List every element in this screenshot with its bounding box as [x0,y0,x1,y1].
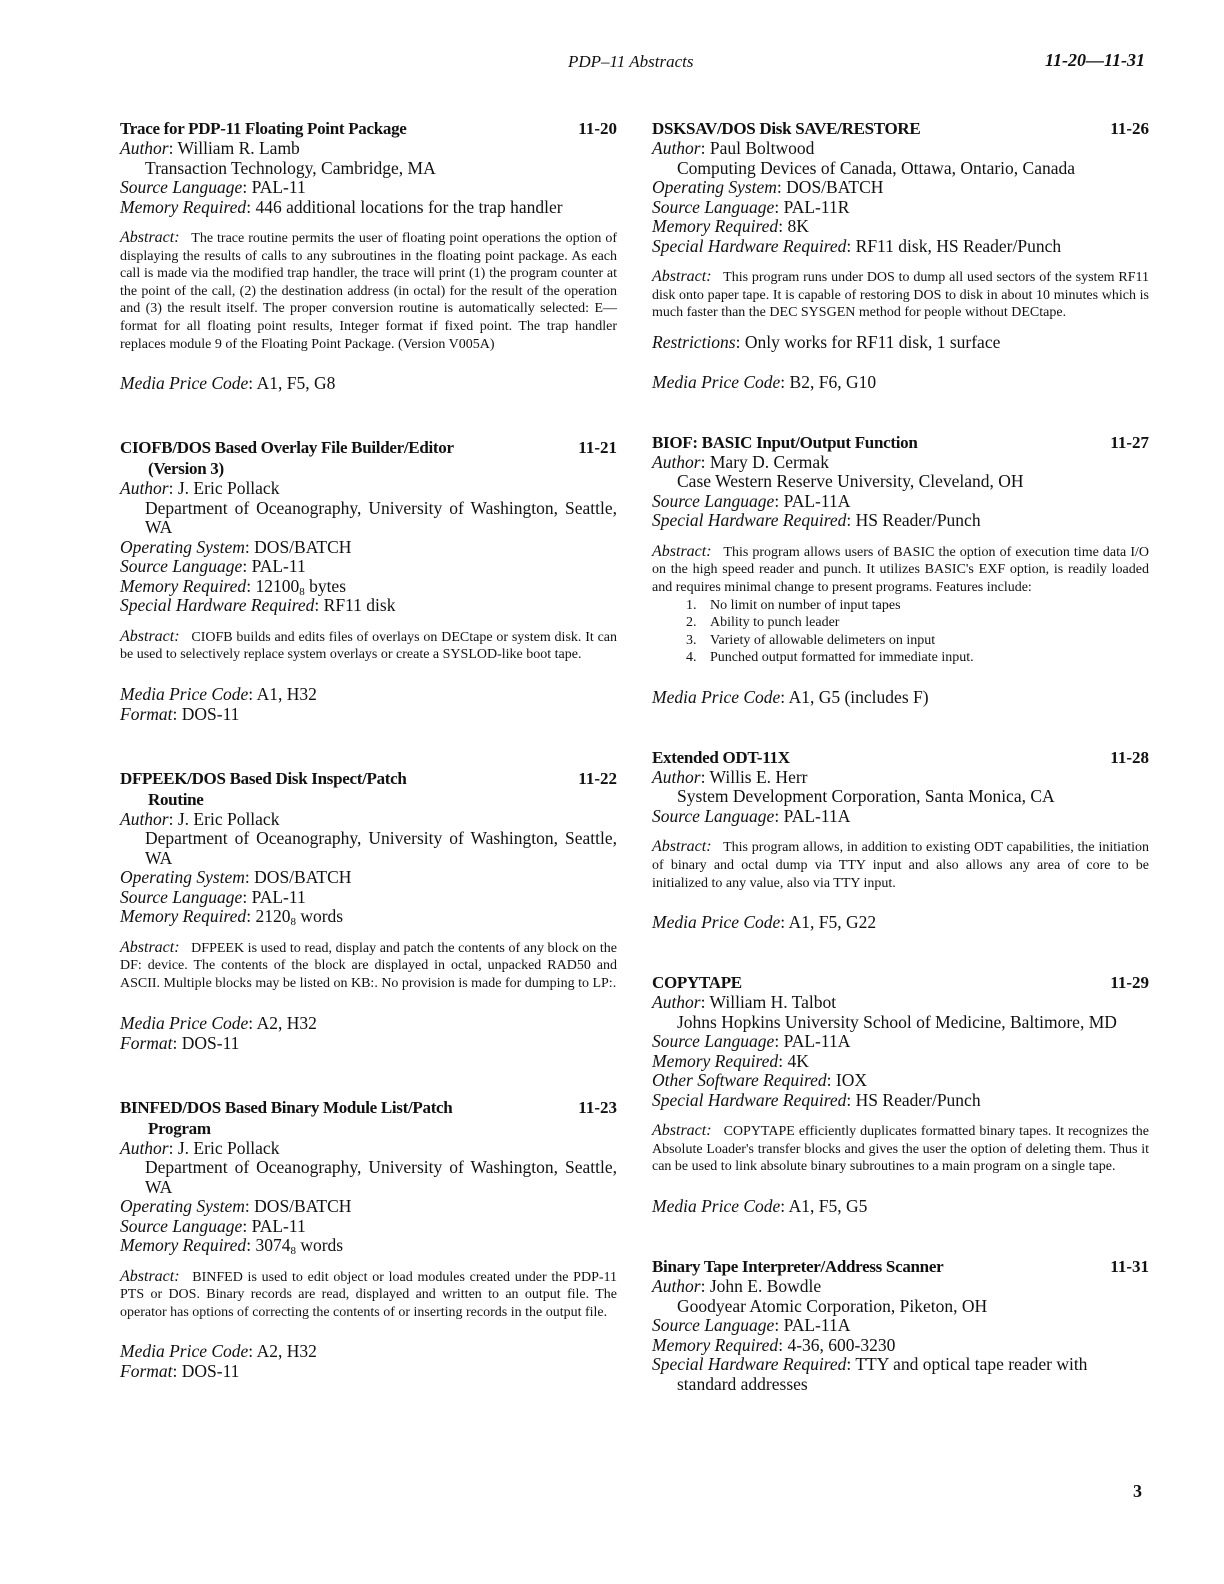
source-language-line: Source Language: PAL-11R [652,196,850,217]
format-line: Format: DOS-11 [120,1032,240,1053]
author-line: Author: Willis E. Herr [652,766,808,787]
special-hardware-continuation: standard addresses [677,1373,808,1394]
entry-number: 11-28 [1110,747,1149,767]
memory-required-line: Memory Required: 446 additional locations for the trap handler [120,196,563,217]
running-head-range: 11-20—11-31 [1045,50,1146,70]
operating-system-line: Operating System: DOS/BATCH [120,867,352,888]
author-line: Author: J. Eric Pollack [120,808,280,829]
entry-11-20 [120,118,617,393]
entry-11-31 [652,1256,1149,1394]
author-line: Author: Paul Boltwood [652,138,815,158]
format-line: Format: DOS-11 [120,703,240,724]
affiliation: Case Western Reserve University, Cleveland, OH [677,471,1024,492]
author-line: Author: Mary D. Cermak [652,451,829,472]
source-language-line: Source Language: PAL-11A [652,1315,851,1335]
entry-title: BINFED/DOS Based Binary Module List/Patch Program [120,1097,453,1138]
entry-11-23 [120,1097,617,1382]
special-hardware-line: Special Hardware Required: RF11 disk, HS Reader/Punch [652,235,1062,256]
affiliation: Department of Oceanography, University of Washington, Seattle, WA [145,497,617,538]
special-hardware-line: Special Hardware Required: HS Reader/Punch [652,1089,981,1110]
author-line: Author: J. Eric Pollack [120,1137,280,1158]
feature-list [652,597,1149,667]
author-line: Author: William R. Lamb [120,138,300,158]
memory-required-line: Memory Required: $3074_8$ words [120,1235,344,1258]
memory-required-line: Memory Required: $2120_8$ words [120,906,344,929]
special-hardware-line: Special Hardware Required: HS Reader/Punch [652,510,981,531]
entry-title: BIOF: BASIC Input/Output Function [652,432,918,452]
source-language-line: Source Language: PAL-11A [652,805,851,826]
abstract: Abstract: COPYTAPE efficiently duplicates formatted binary tapes. It recognizes the Absolute Loader's transfer blocks and gives the user the option of deleting them. Thus it can be used to link absolute binary subroutines to a main program on a single tape. [652,1122,1150,1175]
author-line: Author: J. Eric Pollack [120,478,280,499]
media-price-code-line: Media Price Code: A1, H32 [120,683,317,704]
source-language-line: Source Language: PAL-11A [652,1031,851,1052]
abstract: Abstract: This program allows, in addition to existing ODT capabilities, the initiation of binary and octal dump via TTY input and also allows any area of core to be initialized to any value, also via TTY input. [652,838,1149,891]
media-price-code-line: Media Price Code: A1, G5 (includes F) [652,686,929,707]
source-language-line: Source Language: PAL-11A [652,490,851,511]
memory-required-line: Memory Required: 4-36, 600-3230 [652,1334,896,1355]
media-price-code-line: Media Price Code: A2, H32 [120,1341,317,1362]
abstract: Abstract: DFPEEK is used to read, display and patch the contents of any block on the DF: device. The contents of the block are displayed in octal, unpacked RAD50 and ASCII. Multiple blocks may be listed on KB:. No provision is made for dumping to LP:. [120,938,617,992]
list-item: 4. Punched output formatted for immediate input. [686,650,974,666]
page-number: 3 [1133,1481,1142,1501]
abstract: Abstract: BINFED is used to edit object or load modules created under the PDP-11 PTS or DOS. Binary records are read, displayed and written to an output file. The operator has options of correcting the contents of or inserting records in the output file. [120,1267,618,1320]
affiliation: Computing Devices of Canada, Ottawa, Ontario, Canada [677,157,1076,178]
memory-required-line: Memory Required: $12100_8$ bytes [120,575,347,598]
entry-11-27 [652,432,1149,707]
entry-11-26 [652,118,1149,392]
entry-title: Binary Tape Interpreter/Address Scanner [652,1257,944,1276]
entry-title: Extended ODT-11X [652,747,790,767]
author-line: Author: William H. Talbot [652,992,837,1013]
list-item: 3. Variety of allowable delimeters on input [686,632,936,648]
special-hardware-line: Special Hardware Required: RF11 disk [120,595,396,616]
source-language-line: Source Language: PAL-11 [120,556,306,577]
entry-11-22 [120,768,617,1053]
operating-system-line: Operating System: DOS/BATCH [120,1196,352,1217]
abstract: Abstract: The trace routine permits the user of floating point operations the option of displaying the results of calls to any subroutines in the floating point package. As each call is made via the modified trap handler, the trace will print (1) the program counter at the point of the call, (2) the destination address (in octal) for the result of the operation and (3) the result itself. The proper conversion routine is automatically selected: E—format for all floating point results, Integer format if fixed point. The trap handler replaces module 9 of the Floating Point Package. (Version V005A) [120,229,617,352]
special-hardware-line: Special Hardware Required: TTY and optical tape reader with [652,1354,1088,1374]
entry-number: 11-21 [578,438,617,458]
media-price-code-line: Media Price Code: B2, F6, G10 [652,371,877,392]
author-line: Author: John E. Bowdle [652,1276,822,1296]
entry-title: COPYTAPE [652,973,742,993]
entry-number: 11-27 [1110,432,1149,452]
restrictions-line: Restrictions: Only works for RF11 disk, 1 surface [652,331,1001,352]
operating-system-line: Operating System: DOS/BATCH [120,536,352,557]
entry-number: 11-23 [578,1097,617,1117]
source-language-line: Source Language: PAL-11 [120,1215,306,1236]
entry-title: CIOFB/DOS Based Overlay File Builder/Editor (Version 3) [120,438,454,479]
abstract: Abstract: CIOFB builds and edits files of overlays on DECtape or system disk. It can be used to selectively replace system overlays or create a SYSLOD-like boot tape. [120,627,618,663]
memory-required-line: Memory Required: 4K [652,1050,809,1071]
entry-number: 11-22 [578,768,617,788]
entry-number: 11-26 [1110,119,1149,138]
entry-11-29 [652,972,1149,1216]
affiliation: Johns Hopkins University School of Medicine, Baltimore, MD [677,1011,1117,1032]
entry-number: 11-29 [1110,973,1149,993]
other-software-line: Other Software Required: IOX [652,1070,868,1091]
abstract: Abstract: This program runs under DOS to dump all used sectors of the system RF11 disk onto paper tape. It is capable of restoring DOS to disk in about 10 minutes which is much faster than the DEC SYSGEN method for people without DECtape. [652,268,1149,321]
media-price-code-line: Media Price Code: A1, F5, G22 [652,912,877,933]
memory-required-line: Memory Required: 8K [652,216,809,236]
entry-11-28 [652,747,1149,932]
operating-system-line: Operating System: DOS/BATCH [652,177,884,197]
source-language-line: Source Language: PAL-11 [120,886,306,907]
running-head [0,50,1224,76]
source-language-line: Source Language: PAL-11 [120,177,306,197]
affiliation: Goodyear Atomic Corporation, Piketon, OH [677,1295,988,1316]
affiliation: Transaction Technology, Cambridge, MA [145,157,436,178]
entry-title: DSKSAV/DOS Disk SAVE/RESTORE [652,119,921,138]
entry-title: Trace for PDP-11 Floating Point Package [120,119,407,138]
media-price-code-line: Media Price Code: A2, H32 [120,1012,317,1033]
left-column [120,118,617,1381]
right-column [652,118,1149,1394]
list-item: 2. Ability to punch leader [686,615,840,631]
affiliation: Department of Oceanography, University of Washington, Seattle, WA [145,1157,617,1197]
abstract: Abstract: This program allows users of BASIC the option of execution time data I/O on the high speed reader and punch. It utilizes BASIC's EXF option, is readily loaded and requires minimal change to present programs. Features include: [652,542,1149,595]
entry-number: 11-31 [1110,1257,1149,1276]
affiliation: System Development Corporation, Santa Monica, CA [677,786,1055,807]
media-price-code-line: Media Price Code: A1, F5, G8 [120,373,336,394]
entry-11-21 [120,437,617,724]
format-line: Format: DOS-11 [120,1361,240,1382]
media-price-code-line: Media Price Code: A1, F5, G5 [652,1196,868,1216]
list-item: 1. No limit on number of input tapes [686,597,901,613]
affiliation: Department of Oceanography, University of Washington, Seattle, WA [145,828,617,868]
running-head-title: PDP–11 Abstracts [568,52,694,71]
entry-title: DFPEEK/DOS Based Disk Inspect/Patch Routine [120,768,407,809]
entry-number: 11-20 [578,119,617,138]
